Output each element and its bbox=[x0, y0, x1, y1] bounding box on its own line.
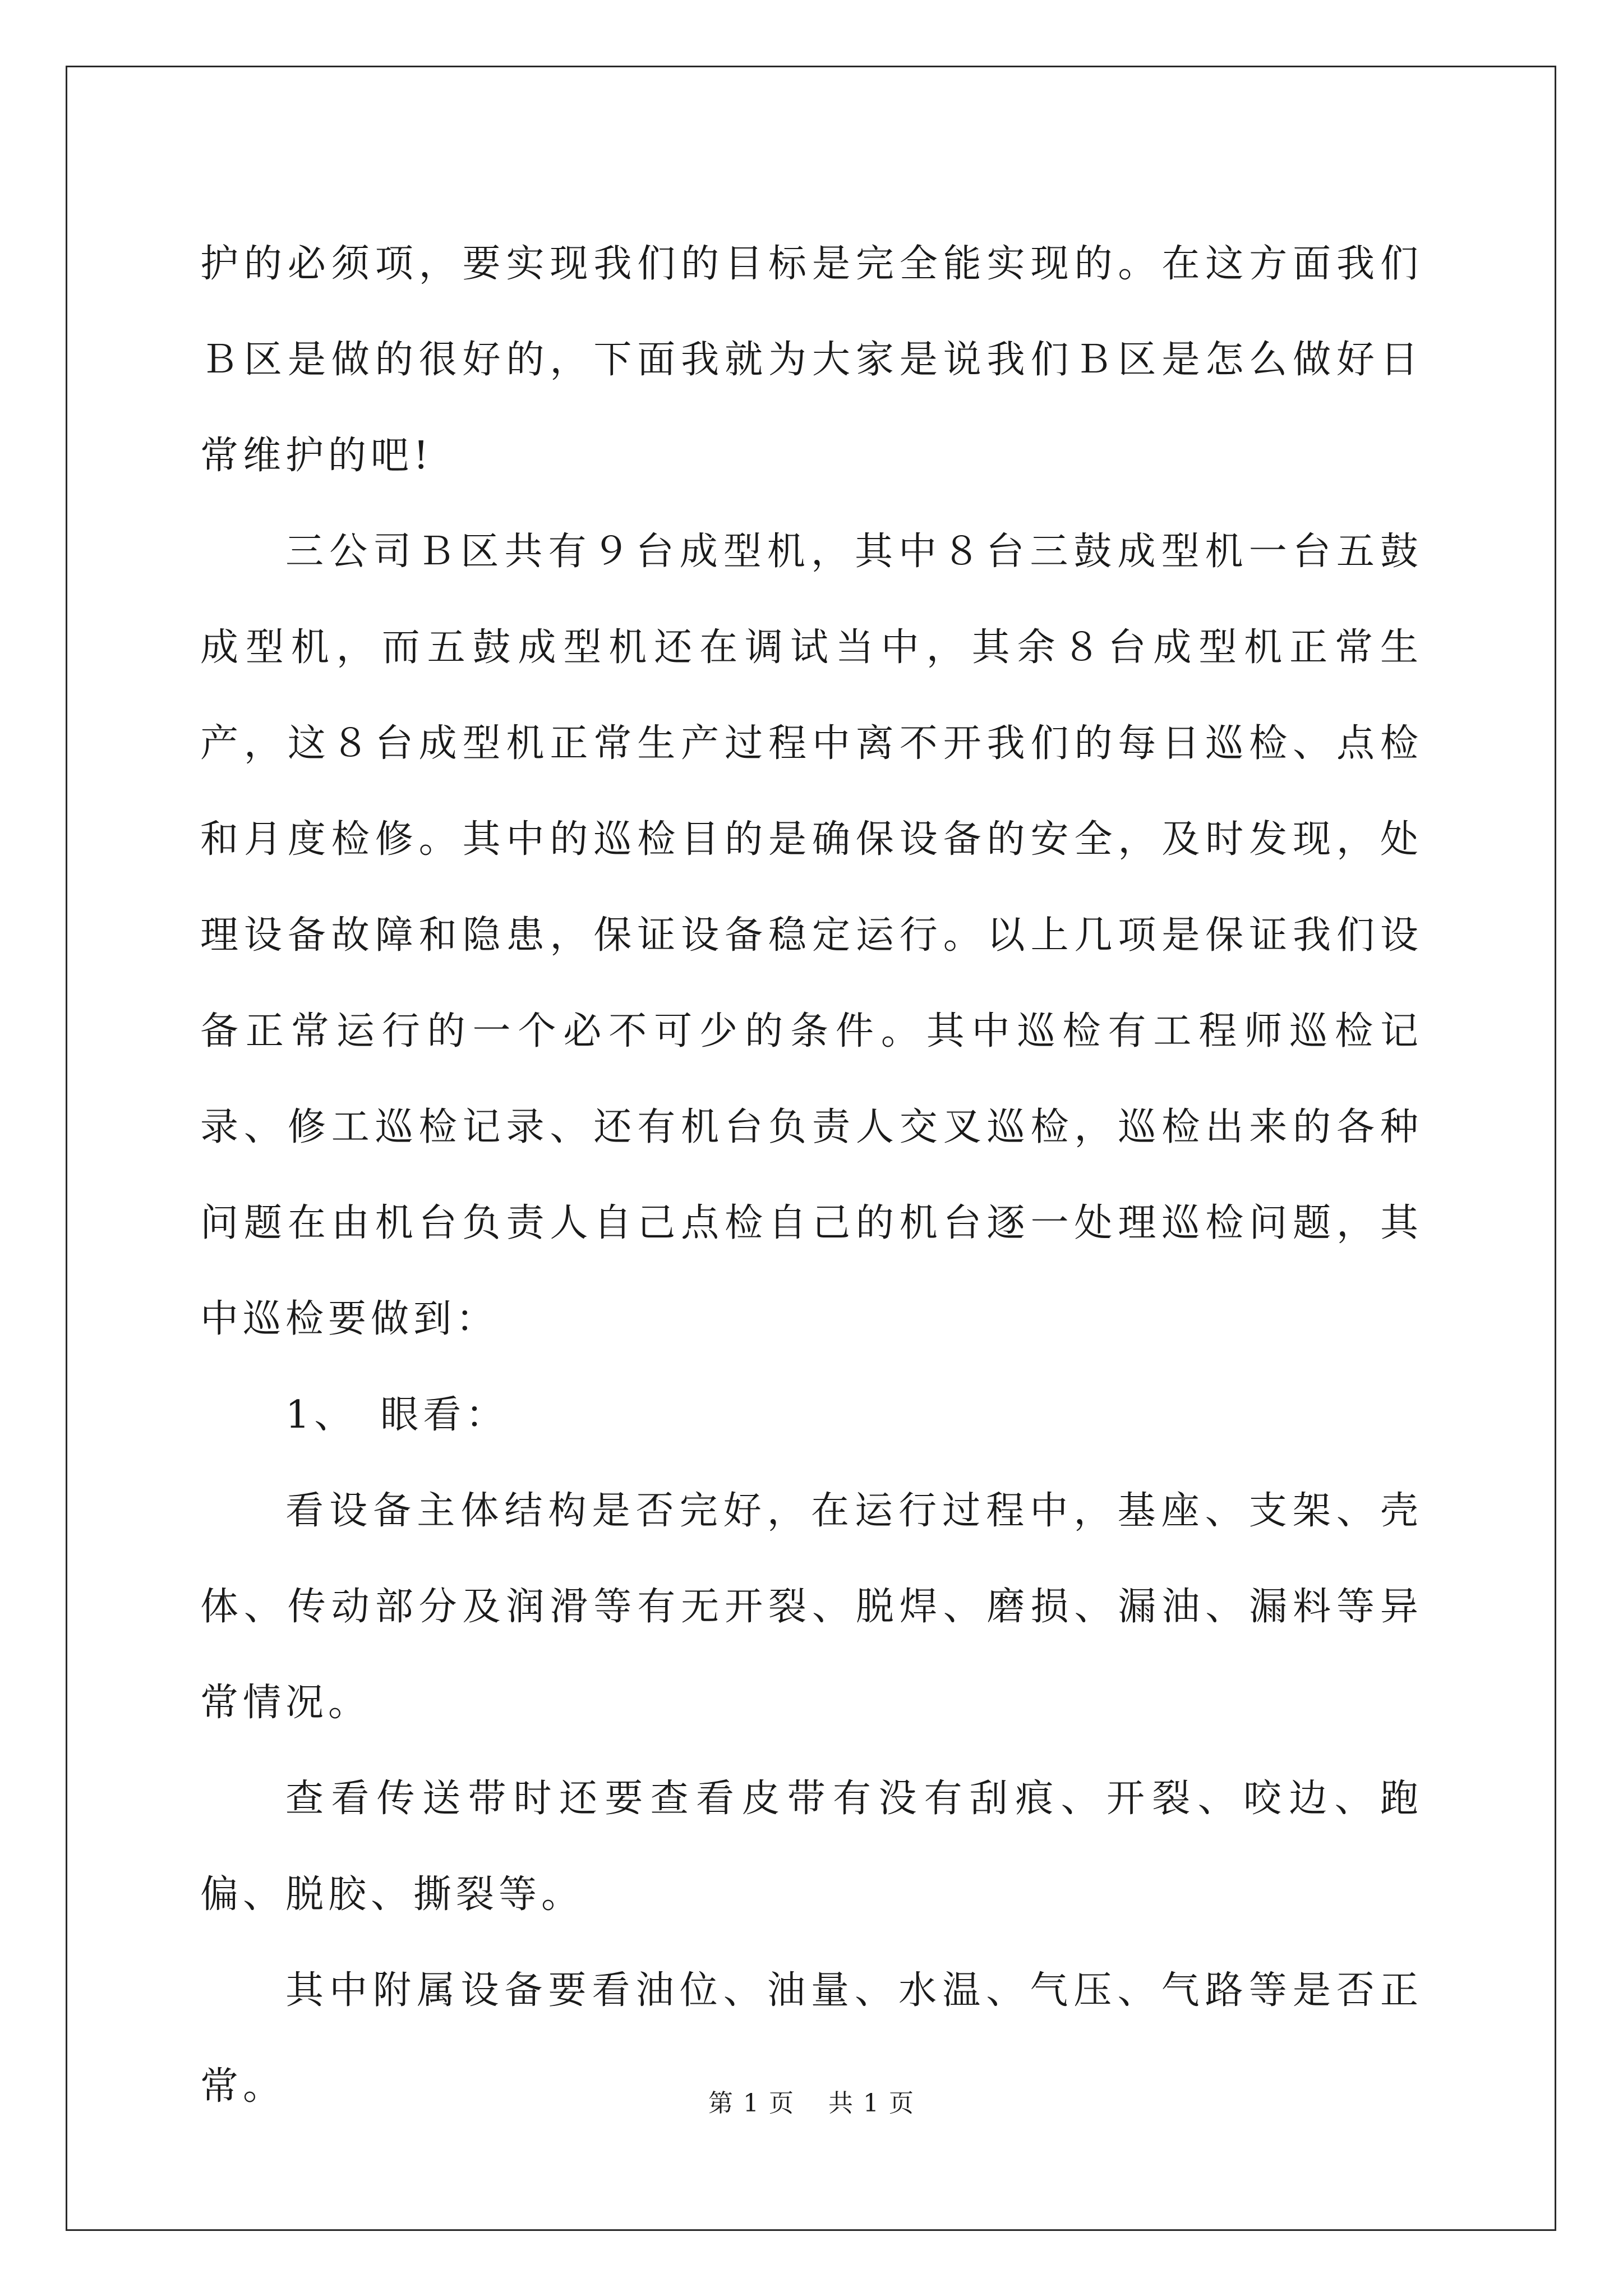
paragraph-continuation: 护的必须项，要实现我们的目标是完全能实现的。在这方面我们Ｂ区是做的很好的，下面我就为大家是说我们Ｂ区是怎么做好日常维护的吧! bbox=[200, 242, 1423, 478]
page-number: 第 1 页 bbox=[708, 2089, 795, 2118]
paragraph-structure-check: 看设备主体结构是否完好，在运行过程中，基座、支架、壳体、传动部分及润滑等有无开裂、脱焊、磨损、漏油、漏料等异常情况。 bbox=[200, 1489, 1423, 1725]
page-footer bbox=[0, 2087, 1623, 2120]
paragraph-b-zone-overview: 三公司Ｂ区共有９台成型机，其中８台三鼓成型机一台五鼓成型机，而五鼓成型机还在调试当中，其余８台成型机正常生产，这８台成型机正常生产过程中离不开我们的每日巡检、点检和月度检修。其中的巡检目的是确保设备的安全，及时发现，处理设备故障和隐患，保证设备稳定运行。以上几项是保证我们设备正常运行的一个必不可少的条件。其中巡检有工程师巡检记录、修工巡检记录、还有机台负责人交叉巡检，巡检出来的各种问题在由机台负责人自己点检自己的机台逐一处理巡检问题，其中巡检要做到： bbox=[200, 530, 1423, 1341]
paragraph-auxiliary-check: 其中附属设备要看油位、油量、水温、气压、气路等是否正常。 bbox=[200, 1968, 1423, 2109]
page-total: 共 1 页 bbox=[828, 2089, 915, 2118]
list-heading-eye-check: 1、 眼看： bbox=[285, 1393, 509, 1437]
document-body bbox=[200, 216, 1423, 2134]
paragraph-belt-check: 查看传送带时还要查看皮带有没有刮痕、开裂、咬边、跑偏、脱胶、撕裂等。 bbox=[200, 1777, 1423, 1917]
